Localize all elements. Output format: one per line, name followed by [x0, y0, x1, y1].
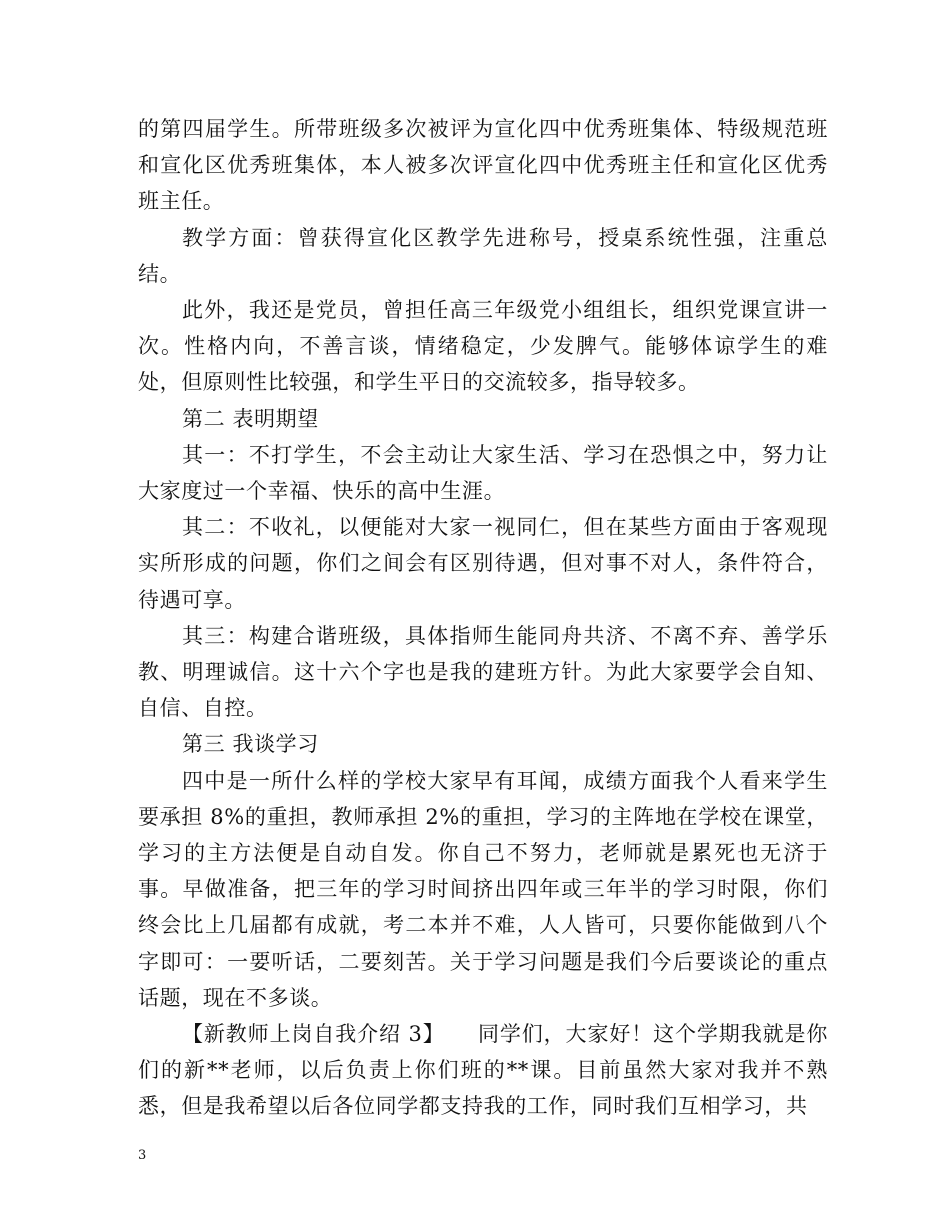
section-heading-expectations: 第二 表明期望: [182, 406, 319, 431]
paragraph-expectation-one: 其一：不打学生，不会主动让大家生活、学习在恐惧之中，努力让大家度过一个幸福、快乐的高中生涯。: [138, 442, 828, 504]
paragraph-teaching: 教学方面：曾获得宣化区教学先进称号，授桌系统性强，注重总结。: [138, 225, 828, 286]
document-body: [138, 111, 828, 1125]
paragraph-expectation-two: 其二：不收礼，以便能对大家一视同仁，但在某些方面由于客观现实所形成的问题，你们之间会有区别待遇，但对事不对人，条件符合，待遇可享。: [138, 515, 828, 612]
paragraph-personality: 此外，我还是党员，曾担任高三年级党小组组长，组织党课宣讲一次。性格内向，不善言谈，情绪稳定，少发脾气。能够体谅学生的难处，但原则性比较强，和学生平日的交流较多，指导较多。: [138, 298, 828, 395]
section-heading-study: 第三 我谈学习: [182, 732, 319, 757]
paragraph-introduction-3: 【新教师上岗自我介绍 3】 同学们，大家好！这个学期我就是你们的新**老师，以后负责上你们班的**课。目前虽然大家对我并不熟悉，但是我希望以后各位同学都支持我的工作，同时我们互相学习，共: [138, 1022, 828, 1119]
paragraph-class-honors: 的第四届学生。所带班级多次被评为宣化四中优秀班集体、特级规范班和宣化区优秀班集体，本人被多次评宣化四中优秀班主任和宣化区优秀班主任。: [138, 117, 828, 214]
paragraph-study: 四中是一所什么样的学校大家早有耳闻，成绩方面我个人看来学生要承担 8%的重担，教师承担 2%的重担，学习的主阵地在学校在课堂，学习的主方法便是自动自发。你自己不努力，老师就是累死也无济于事。早做准备，把三年的学习时间挤出四年或三年半的学习时限，你们终会比上几届都有成就，考二本并不难，人人皆可，只要你能做到八个字即可：一要听话，二要刻苦。关于学习问题是我们今后要谈论的重点话题，现在不多谈。: [138, 768, 828, 1010]
paragraph-expectation-three: 其三：构建合谐班级，具体指师生能同舟共济、不离不弃、善学乐教、明理诚信。这十六个字也是我的建班方针。为此大家要学会自知、自信、自控。: [138, 623, 828, 721]
page-number: 3: [138, 1148, 147, 1163]
